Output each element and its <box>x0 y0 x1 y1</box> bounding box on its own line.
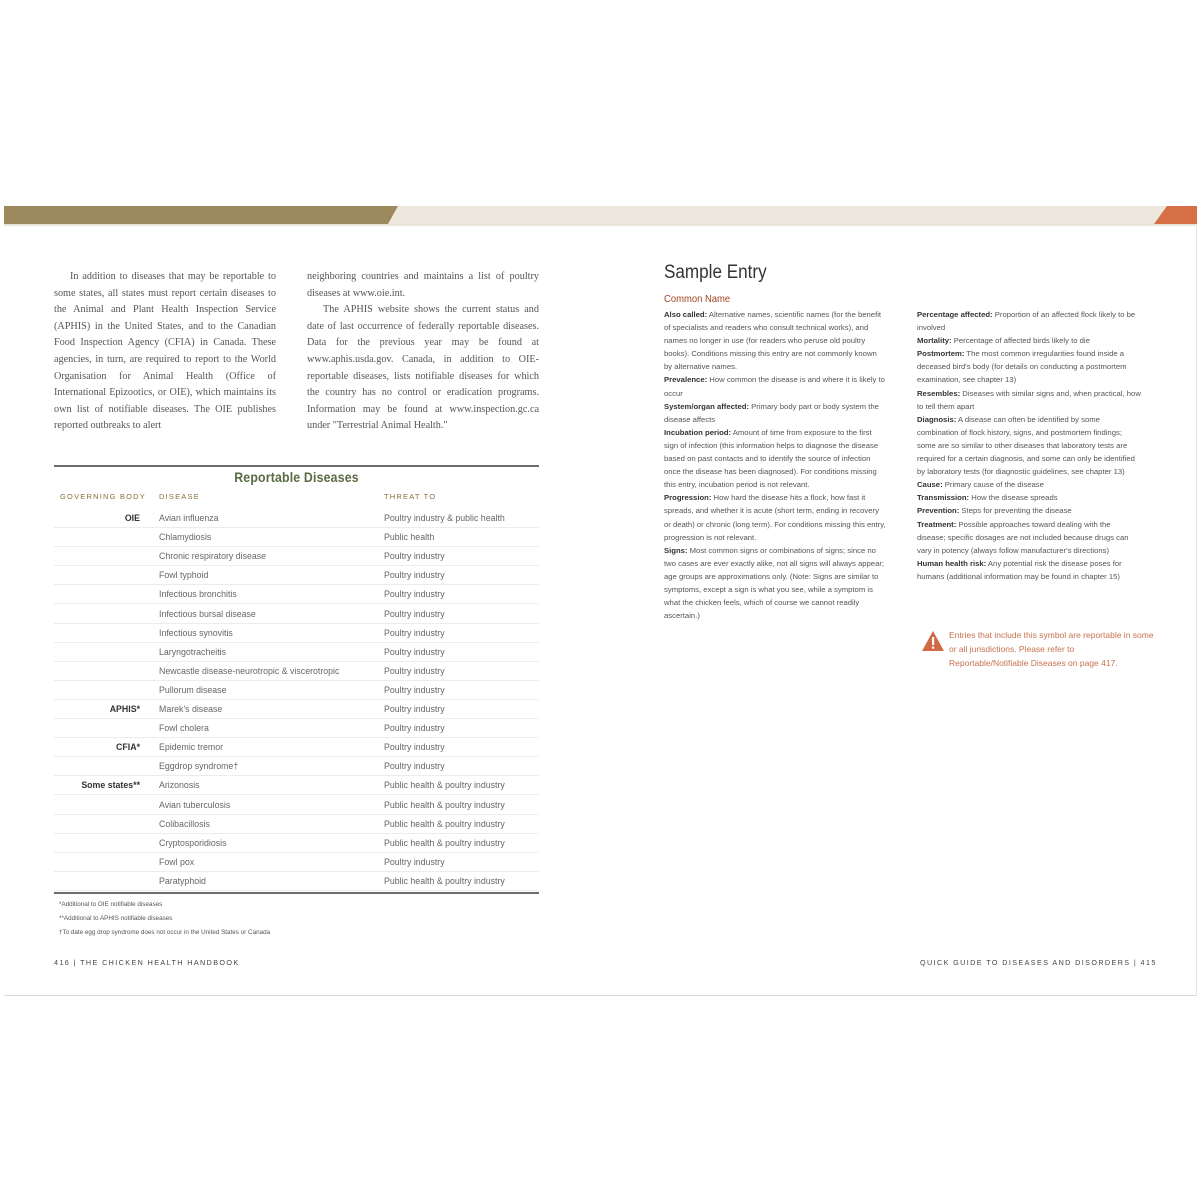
footnote: †To date egg drop syndrome does not occur in the United States or Canada <box>59 929 271 936</box>
entry-field <box>664 491 886 543</box>
table-row <box>54 852 539 872</box>
disease-cell: Eggdrop syndrome† <box>159 761 239 772</box>
left-text-column-1 <box>54 269 276 435</box>
field-term: Progression: <box>664 493 712 503</box>
table-row <box>54 795 539 815</box>
entry-field <box>917 518 1141 557</box>
disease-cell: Paratyphoid <box>159 875 206 886</box>
disease-cell: Infectious bursal disease <box>159 608 256 619</box>
field-term: Diagnosis: <box>917 414 957 424</box>
table-row <box>54 546 539 566</box>
table-row <box>54 756 539 776</box>
field-text: Diseases with similar signs and, when practical, how to tell them apart <box>917 388 1141 411</box>
disease-cell: Epidemic tremor <box>159 742 224 753</box>
field-text: The most common irregularities found inside a deceased bird's body (for details on conducting a postmortem examination, see chapter 13) <box>917 349 1127 385</box>
right-footer: QUICK GUIDE TO DISEASES AND DISORDERS | 415 <box>920 958 1157 967</box>
table-row <box>54 699 539 719</box>
header-threat: THREAT TO <box>384 492 437 501</box>
threat-cell: Poultry industry <box>384 684 445 695</box>
entry-field <box>917 504 1141 517</box>
threat-cell: Poultry industry <box>384 570 445 581</box>
field-text: Possible approaches toward dealing with the disease; specific dosages are not included because drugs can vary in potency (always follow manufacturer's directions) <box>917 519 1129 555</box>
entry-field <box>917 347 1141 386</box>
paragraph: In addition to diseases that may be reportable to some states, all states must report certain diseases to the Animal and Plant Health Inspection Service (APHIS) in the United States, and to the Canadian Food Inspection Agency (CFIA) in Canada. These agencies, in turn, are required to report to the World Organisation for Animal Health (Office of International Epizootics, or OIE), which maintains its own list of notifiable diseases. The OIE publishes reported outbreaks to alert <box>54 271 276 432</box>
table-row <box>54 775 539 795</box>
reportable-notice-text: Entries that include this symbol are reportable in some or all jurisdictions. Please refer to Reportable/Notifiable Diseases on page 417. <box>949 630 1154 668</box>
table-row <box>54 642 539 662</box>
field-term: Resembles: <box>917 388 961 398</box>
field-text: How the disease spreads <box>969 493 1058 503</box>
entry-field <box>917 308 1141 334</box>
table-rule-top <box>54 465 539 467</box>
disease-cell: Arizonosis <box>159 780 200 791</box>
threat-cell: Public health & poultry industry <box>384 875 505 886</box>
book-spread <box>4 206 1197 996</box>
entry-field <box>664 373 886 399</box>
sample-entry-title: Sample Entry <box>664 262 767 283</box>
field-term: Mortality: <box>917 336 952 346</box>
table-row <box>54 527 539 547</box>
disease-cell: Chronic respiratory disease <box>159 551 267 562</box>
disease-cell: Laryngotracheitis <box>159 646 226 657</box>
disease-cell: Fowl typhoid <box>159 570 209 581</box>
footnote: *Additional to OIE notifiable diseases <box>59 901 163 908</box>
threat-cell: Poultry industry <box>384 742 445 753</box>
disease-cell: Newcastle disease-neurotropic & viscerotropic <box>159 665 340 676</box>
field-term: Transmission: <box>917 493 970 503</box>
field-term: Also called: <box>664 310 708 319</box>
field-text: Percentage of affected birds likely to die <box>951 336 1090 346</box>
entry-field <box>917 413 1141 478</box>
field-term: Signs: <box>664 545 688 555</box>
entry-field <box>917 557 1141 583</box>
field-term: Cause: <box>917 480 943 490</box>
paragraph: The APHIS website shows the current status and date of last occurrence of federally reportable diseases. Data for the previous year may be found at www.aphis.usda.gov. Canada, in addition to OIE-reportable diseases, lists notifiable diseases for which the country has no control or eradication programs. Information may be found at www.inspection.gc.ca under "Terrestrial Animal Health." <box>307 304 539 432</box>
governing-body-cell: APHIS* <box>109 704 140 714</box>
field-text: How common the disease is and where it is likely to occur <box>664 375 885 398</box>
table-row <box>54 833 539 853</box>
entry-field <box>917 478 1141 491</box>
threat-cell: Public health & poultry industry <box>384 837 505 848</box>
threat-cell: Poultry industry <box>384 608 445 619</box>
field-term: Human health risk: <box>917 558 987 568</box>
header-disease: DISEASE <box>159 492 200 501</box>
entry-field <box>664 400 886 426</box>
field-text: Primary body part or body system the disease affects <box>664 401 879 424</box>
disease-cell: Marek's disease <box>159 704 223 714</box>
disease-cell: Pullorum disease <box>159 684 227 695</box>
threat-cell: Public health & poultry industry <box>384 780 505 791</box>
entry-field <box>664 308 886 373</box>
disease-cell: Avian tuberculosis <box>159 799 231 810</box>
disease-cell: Chlamydiosis <box>159 532 212 543</box>
disease-cell: Fowl pox <box>159 856 195 867</box>
field-text: How hard the disease hits a flock, how fast it spreads, and whether it is acute (short term, ending in recovery or death) or chronic (long term). For conditions missing this entry, progression is not relevant. <box>664 493 886 542</box>
field-term: Treatment: <box>917 519 957 529</box>
disease-cell: Fowl cholera <box>159 723 209 734</box>
threat-cell: Poultry industry <box>384 646 445 657</box>
governing-body-cell: CFIA* <box>116 742 140 753</box>
threat-cell: Poultry industry <box>384 723 445 734</box>
table-row <box>54 623 539 643</box>
table-row <box>54 661 539 681</box>
field-term: Percentage affected: <box>917 310 993 319</box>
left-text-column-2 <box>307 269 539 435</box>
threat-cell: Public health <box>384 532 435 543</box>
table-row <box>54 814 539 834</box>
governing-body-cell: Some states** <box>81 780 140 791</box>
field-text: Most common signs or combinations of signs; since no two cases are ever exactly alike, not all signs will always appear; age groups are approximations only. (Note: Signs are similar to symptoms, except a sign is what you see, while a symptom is what the chicken feels, which of course we cannot readily ascertain.) <box>664 545 885 621</box>
entry-field <box>664 426 886 491</box>
threat-cell: Poultry industry & public health <box>384 513 505 523</box>
entry-column-1 <box>664 308 886 622</box>
threat-cell: Public health & poultry industry <box>384 799 505 810</box>
table-rule-bottom <box>54 892 539 894</box>
entry-field <box>917 387 1141 413</box>
field-term: Postmortem: <box>917 349 965 359</box>
threat-cell: Poultry industry <box>384 856 445 867</box>
paragraph: neighboring countries and maintains a list of poultry diseases at www.oie.int. <box>307 271 539 299</box>
entry-field <box>917 334 1141 347</box>
field-term: Prevention: <box>917 506 960 516</box>
field-term: Prevalence: <box>664 375 708 385</box>
band-tan <box>4 206 398 224</box>
threat-cell: Public health & poultry industry <box>384 818 505 829</box>
entry-column-2 <box>917 308 1141 583</box>
disease-cell: Colibacillosis <box>159 818 210 829</box>
common-name-label: Common Name <box>664 293 731 305</box>
field-term: System/organ affected: <box>664 401 750 411</box>
entry-field <box>664 544 886 623</box>
table-row <box>54 680 539 700</box>
table-row <box>54 737 539 757</box>
footnote: **Additional to APHIS notifiable diseases <box>59 915 173 922</box>
field-text: Proportion of an affected flock likely to be involved <box>917 310 1136 333</box>
threat-cell: Poultry industry <box>384 665 445 676</box>
threat-cell: Poultry industry <box>384 761 445 772</box>
top-color-band <box>4 206 1197 226</box>
warning-triangle-icon <box>921 630 945 652</box>
table-row <box>54 718 539 738</box>
disease-cell: Infectious bronchitis <box>159 589 237 600</box>
threat-cell: Poultry industry <box>384 589 445 600</box>
table-title: Reportable Diseases <box>234 469 359 485</box>
threat-cell: Poultry industry <box>384 704 445 714</box>
table-row <box>54 604 539 624</box>
disease-cell: Avian influenza <box>159 513 219 523</box>
table-row <box>54 871 539 891</box>
governing-body-cell: OIE <box>124 513 140 523</box>
field-text: Steps for preventing the disease <box>959 506 1072 516</box>
field-text: Amount of time from exposure to the first sign of infection (this information helps to diagnose the disease based on past contacts and to identify the source of infection once the disease has been diagnosed). For conditions missing this entry, incubation period is not relevant. <box>664 427 879 490</box>
table-row <box>54 584 539 604</box>
threat-cell: Poultry industry <box>384 551 445 562</box>
field-text: Any potential risk the disease poses for humans (additional information may be found in chapter 15) <box>917 558 1122 581</box>
left-footer: 416 | THE CHICKEN HEALTH HANDBOOK <box>54 958 240 967</box>
disease-cell: Cryptosporidiosis <box>159 837 227 848</box>
header-governing-body: GOVERNING BODY <box>60 492 146 501</box>
field-term: Incubation period: <box>664 427 732 437</box>
field-text: Primary cause of the disease <box>942 480 1044 490</box>
threat-cell: Poultry industry <box>384 627 445 638</box>
table-row <box>54 508 539 528</box>
field-text: A disease can often be identified by some combination of flock history, signs, and postmortem findings; some are so similar to other diseases that laboratory tests are required for a certain diagnosis, and some can only be identified by laboratory tests (for diagnostic guidelines, see chapter 13) <box>917 414 1135 477</box>
entry-field <box>917 491 1141 504</box>
disease-cell: Infectious synovitis <box>159 627 233 638</box>
field-text: Alternative names, scientific names (for the benefit of specialists and readers who consult technical works), and names no longer in use (for readers who peruse old poultry books). Conditions missing this entry are not commonly known by alternative names. <box>664 310 882 372</box>
table-row <box>54 565 539 585</box>
